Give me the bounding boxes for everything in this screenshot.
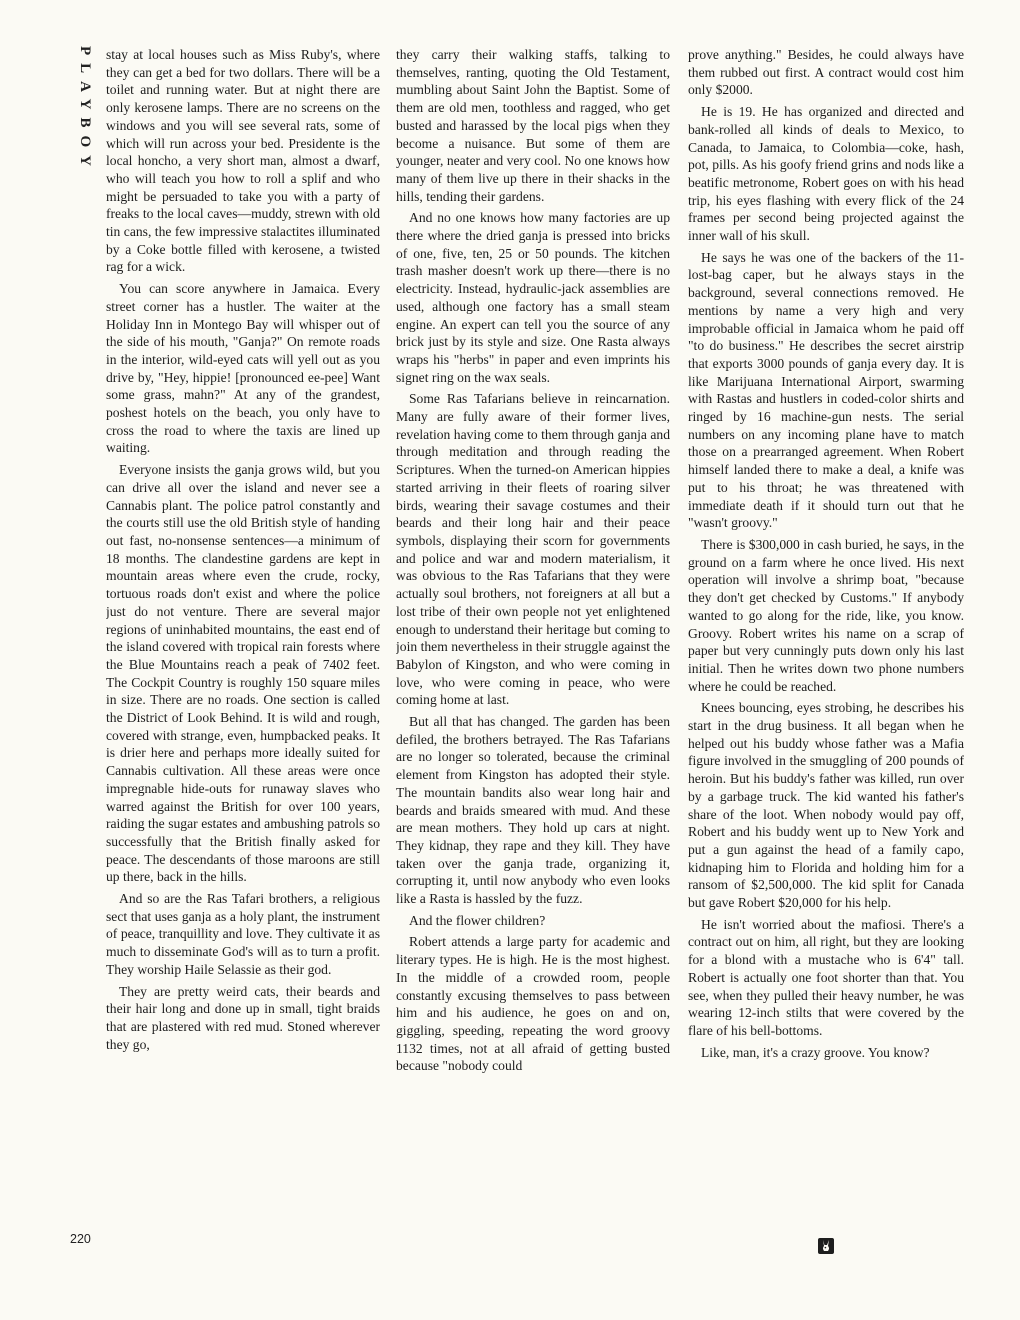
page-number: 220 bbox=[70, 1232, 91, 1246]
paragraph: Like, man, it's a crazy groove. You know? bbox=[701, 1044, 930, 1060]
paragraph: And so are the Ras Tafari brothers, a religious sect that uses ganja as a holy plant, the instrument of peace, tranquillity and love. They cultivate it as much to disseminate God's will as to turn a profit. They worship Haile Selassie as their god. bbox=[106, 891, 380, 977]
paragraph: prove anything." Besides, he could always have them rubbed out first. A contract would cost him only $2000. bbox=[688, 47, 964, 98]
paragraph: And no one knows how many factories are up there where the dried ganja is pressed into bricks of one, five, ten, 25 or 50 pounds. The kitchen trash masher doesn't work up there—there is no electricity. Instead, hydraulic-jack assemblies are used, although one factory has a small steam engine. An expert can tell you the source of any brick just by its style and size. One Rasta always wraps his "herbs" in paper and even imprints his signet ring on the wax seals. bbox=[396, 210, 670, 385]
paragraph: You can score anywhere in Jamaica. Every street corner has a hustler. The waiter at the Holiday Inn in Montego Bay will whisper out of the side of his mouth, "Ganja?" On remote roads in the interior, wild-eyed cats will yell out as you drive by, "Hey, hippie! [pronounced ee-pee] Want some grass, mahn?" At any of the grandest, poshest hotels on the beach, you only have to cross the road to where the taxis are lined up waiting. bbox=[106, 281, 380, 456]
text-column-3 bbox=[688, 46, 964, 1276]
paragraph: But all that has changed. The garden has been defiled, the brothers betrayed. The Ras Tafarians are no longer so tolerated, because the criminal element from Kingston has adopted their style. The mountain bandits also wear long hair and beards and braids smeared with mud. And these are mean mothers. They hold up cars at night. They kidnap, they rape and they kill. They have taken over the ganja trade, organizing it, corrupting it, until now anybody who even looks like a Rasta is hassled by the fuzz. bbox=[396, 714, 670, 907]
paragraph: Some Ras Tafarians believe in reincarnation. Many are fully aware of their former lives, revelation having come to them through ganja and through meditation and through reading the Scriptures. When the turned-on American hippies started arriving in their fleets of roaring silver birds, wearing their savage costumes and their beards and their long hair and their peace symbols, displaying their scorn for governments and police and war and modern materialism, it was obvious to the Ras Tafarians that they were actually soul brothers, not foreigners at all but a lost tribe of their own people not yet enlightened enough to understand their heritage but coming to join them nevertheless in their struggle against the Babylon of Kingston, and who were coming in love, who were coming in peace, who were coming home at last. bbox=[396, 391, 670, 708]
paragraph: stay at local houses such as Miss Ruby's, where they can get a bed for two dollars. There will be a toilet and running water. But at night there are only kerosene lamps. There are no screens on the windows and you will see several rats, some of which will run across your bed. Presidente is the local honcho, a very short man, almost a dwarf, who will teach you how to roll a splif and who might be persuaded to take you with a party of freaks to the local caves—muddy, strewn with old tin cans, the few impressive stalactites illuminated by a Coke bottle filled with kerosene, a twisted rag for a wick. bbox=[106, 47, 380, 275]
paragraph: Knees bouncing, eyes strobing, he describes his start in the drug business. It all began when he helped out his buddy whose father was a Mafia figure involved in the smuggling of 200 pounds of heroin. But his buddy's father was killed, run over by a garbage truck. The kid wanted his father's share of the loot. When nobody would pay off, Robert and his buddy went up to New York and put a gun against the head of a family capo, kidnaping him to Florida and holding him for a ransom of $2,500,000. The kid split for Canada but gave Robert $20,000 for his help. bbox=[688, 700, 964, 911]
paragraph: Everyone insists the ganja grows wild, but you can drive all over the island and never see a Cannabis plant. The police patrol constantly and the courts still use the old British style of handing out fast, no-nonsense sentences—a minimum of 18 months. The clandestine gardens are kept in mountain areas where even the crude, rocky, tortuous roads don't exist and where the police just do not venture. There are several major regions of uninhabited mountains, the east end of the island covered with tropical rain forests where the Blue Mountains reach a peak of 7402 feet. The Cockpit Country is roughly 150 square miles in size. There are no roads. One section is called the District of Look Behind. It is wild and rough, covered with strange, even, humpbacked peaks. It is drier here and perhaps more ideally suited for Cannabis cultivation. All these areas were once impregnable hide-outs for runaway slaves who warred against the British for over 100 years, raiding the sugar estates and ambushing patrols so successfully that the British finally asked for peace. The descendants of those maroons are still up there, back in the hills. bbox=[106, 462, 380, 885]
paragraph: Robert attends a large party for academic and literary types. He is high. He is the most highest. In the middle of a crowded room, people constantly excusing themselves to pass between him and his audience, he goes on and on, giggling, speeding, repeating the word groovy 1132 times, not at all afraid of getting busted because "nobody could bbox=[396, 934, 670, 1074]
paragraph: They are pretty weird cats, their beards and their hair long and done up in small, tight braids that are plastered with red mud. Stoned wherever they go, bbox=[106, 983, 380, 1052]
paragraph: He says he was one of the backers of the 11-lost-bag caper, but he always stays in the background, several connections removed. He mentions by name a very high and very improbable official in Jamaica whom he paid off "to do business." He describes the secret airstrip that exports 3000 pounds of ganja every day. It is like Marijuana International Airport, swarming with Rastas and hustlers in coded-color shirts and ringed by 16 machine-gun nests. The serial numbers on any incoming plane have to match those on a prearranged agreement. When Robert himself landed there to make a deal, a knife was put to his throat; he was threatened with immediate death if it should turn out that he "wasn't groovy." bbox=[688, 249, 964, 531]
text-column-2 bbox=[396, 46, 670, 1276]
magazine-masthead: PLAYBOY bbox=[77, 46, 93, 174]
paragraph: He is 19. He has organized and directed and bank-rolled all kinds of deals to Mexico, to Canada, to Jamaica, to Colombia—coke, hash, pot, pills. As his goofy friend grins and nods like a beatific metronome, Robert goes on with his head trip, his eyes flashing with every flick of the 24 frames per second being projected against the inner wall of his skull. bbox=[688, 104, 964, 244]
paragraph: He isn't worried about the mafiosi. There's a contract out on him, all right, but they are looking for a blond with a mustache who is 6'4" tall. Robert is actually one foot shorter than that. You see, when they pulled their heavy number, he was wearing 12-inch stilts that were covered by the flare of his bell-bottoms. bbox=[688, 916, 964, 1038]
paragraph: they carry their walking staffs, talking to themselves, ranting, quoting the Old Testament, mumbling about Saint John the Baptist. Some of them are old men, toothless and ragged, who get busted and harassed by the local pigs when they become a nuisance. But some of them are younger, neater and very cool. No one knows how many of them live up there in their shacks in the hills, tending their gardens. bbox=[396, 47, 670, 204]
text-column-1 bbox=[106, 46, 380, 1276]
paragraph: And the flower children? bbox=[409, 912, 546, 928]
rabbit-head-icon bbox=[818, 1238, 834, 1254]
paragraph: There is $300,000 in cash buried, he says, in the ground on a farm where he once lived. His next operation will involve a shrimp boat, "because they don't get checked by Customs." If anybody wanted to go along for the ride, like, you know. Groovy. Robert writes his name on a scrap of paper but very cunningly puts down only his last initial. Then he writes down two phone numbers where he could be reached. bbox=[688, 536, 964, 694]
